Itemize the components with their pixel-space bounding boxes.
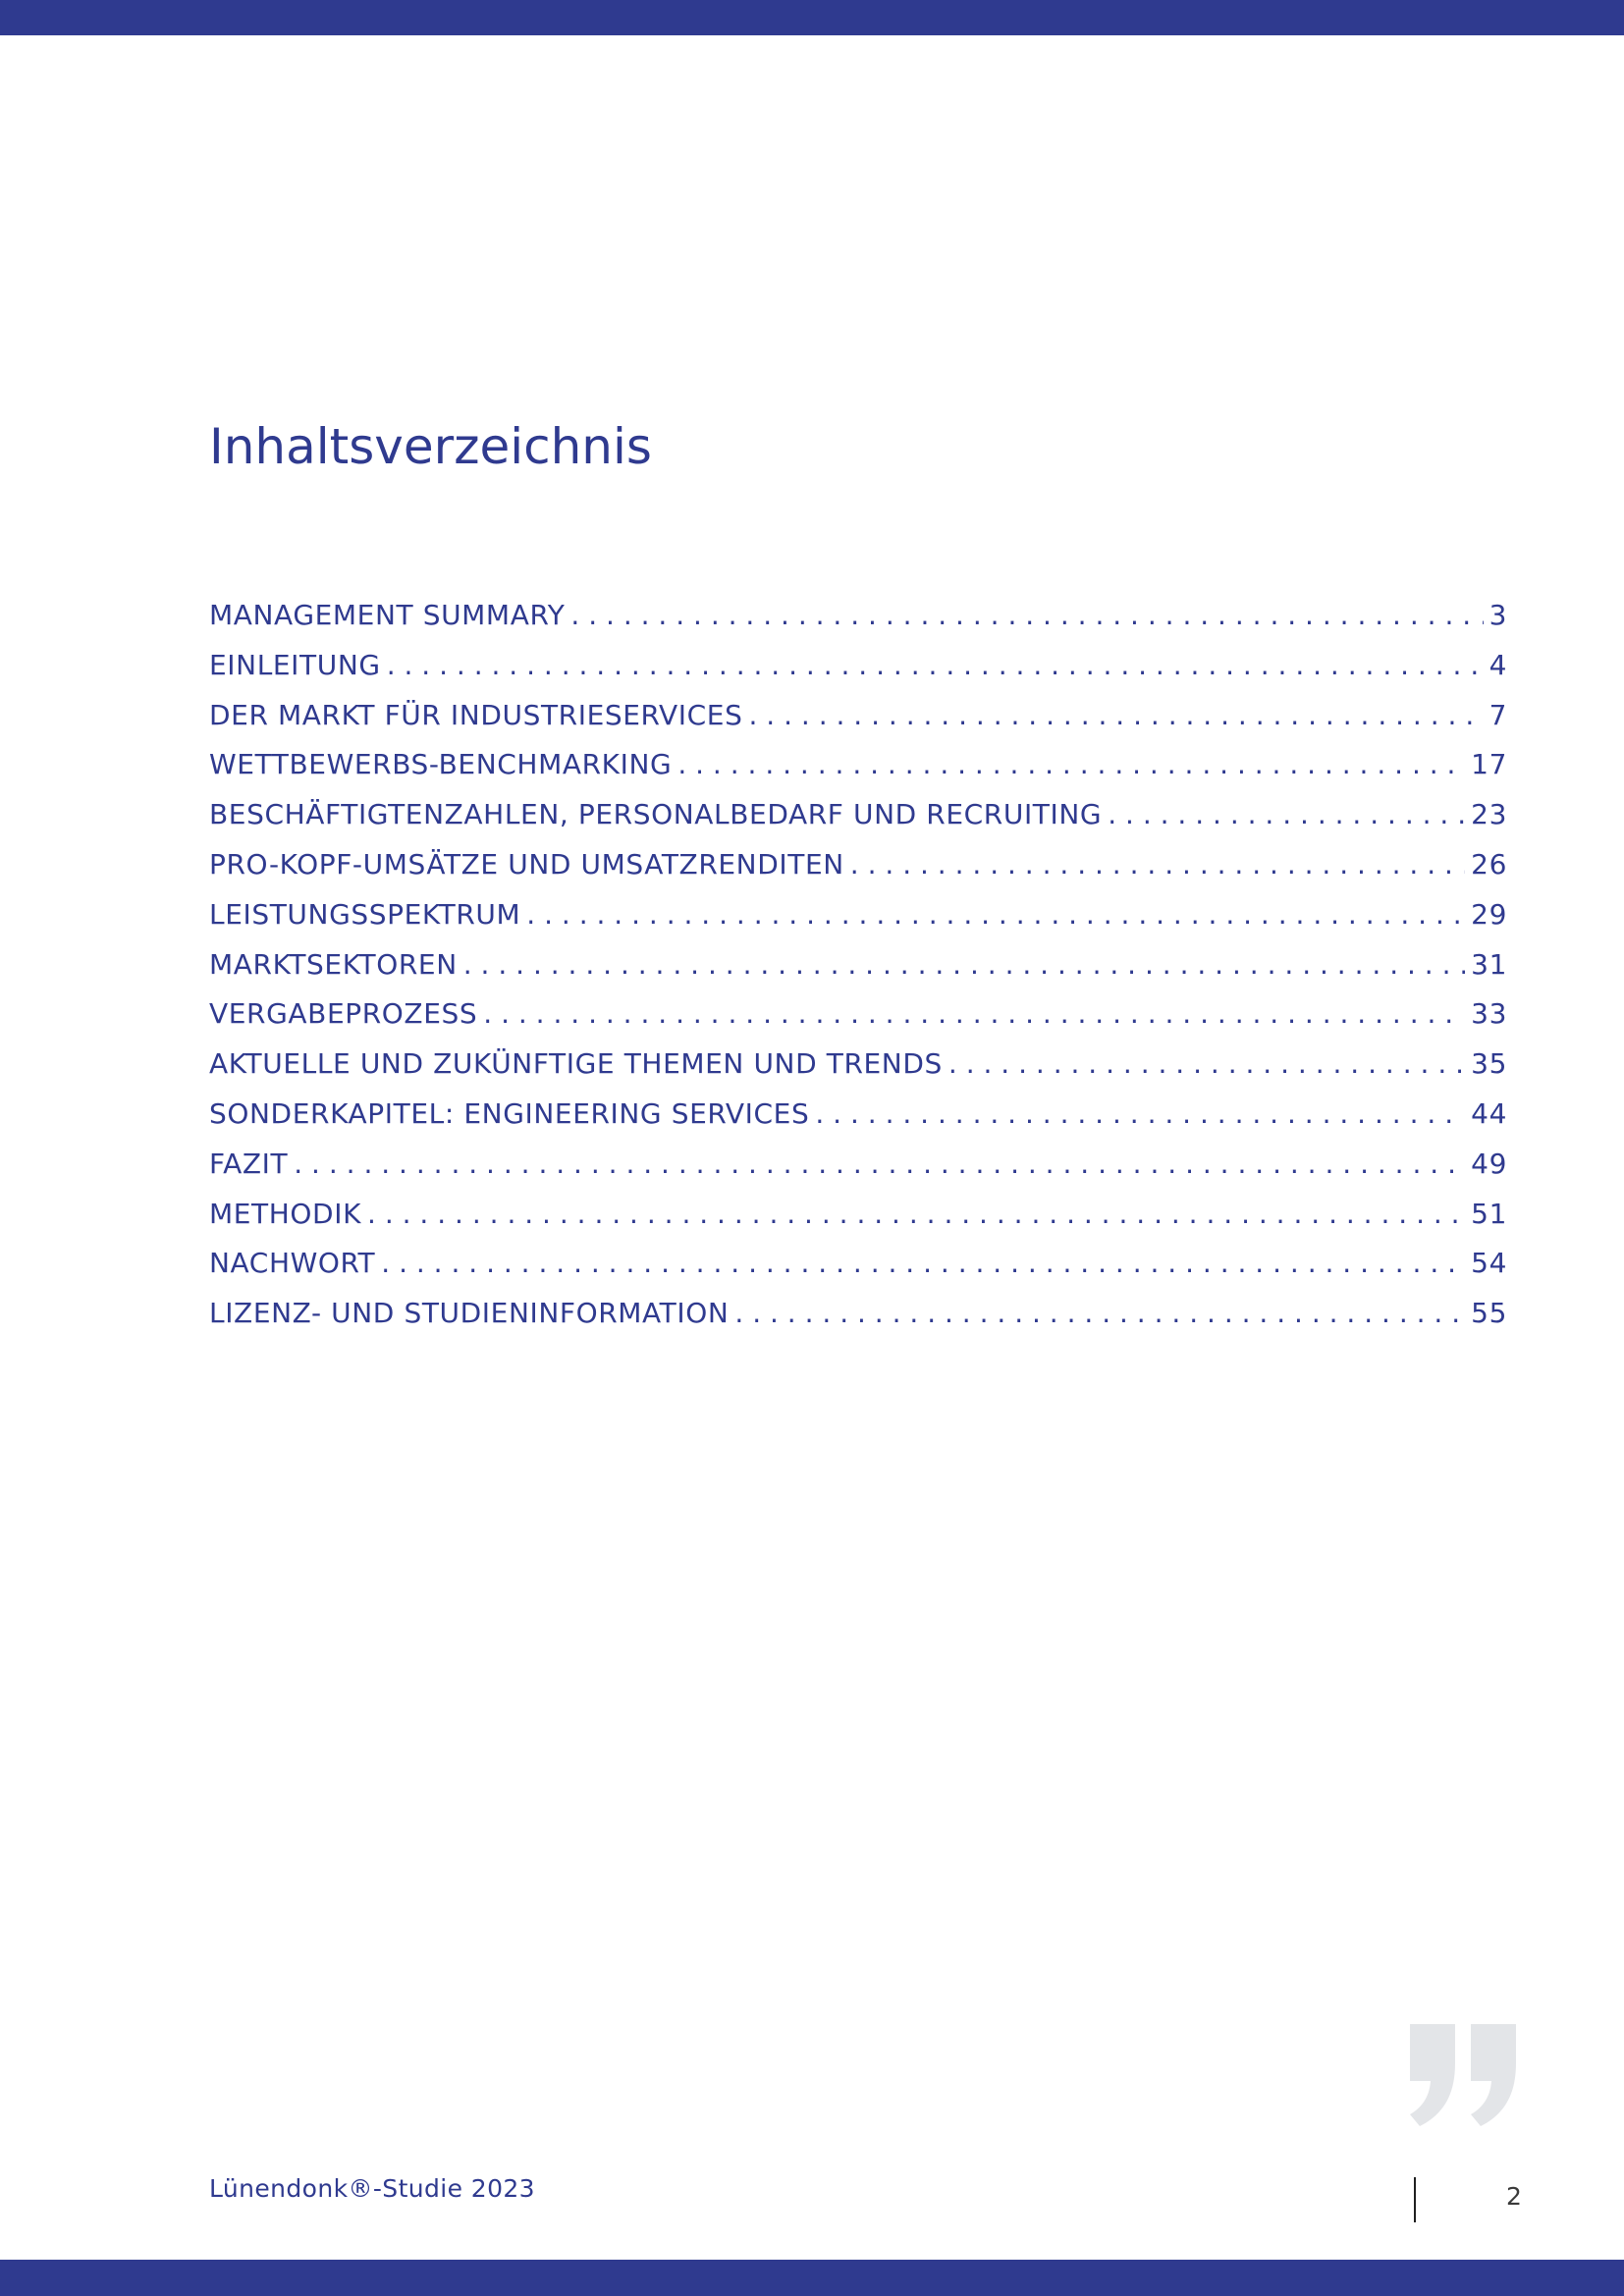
toc-entry-page: 23 (1471, 798, 1507, 831)
toc-dot-leader (526, 890, 1465, 939)
toc-entry-page: 4 (1489, 648, 1507, 681)
toc-entry-label: METHODIK (209, 1197, 362, 1230)
toc-entry[interactable] (209, 840, 1507, 890)
toc-dot-leader (677, 740, 1465, 789)
toc-entry-label: BESCHÄFTIGTENZAHLEN, PERSONALBEDARF UND RECRUITING (209, 798, 1103, 831)
toc-entry[interactable] (209, 1140, 1507, 1190)
toc-entry[interactable] (209, 989, 1507, 1040)
toc-entry[interactable] (209, 890, 1507, 940)
toc-dot-leader (734, 1289, 1465, 1338)
toc-entry-label: WETTBEWERBS-BENCHMARKING (209, 748, 673, 781)
toc-entry[interactable] (209, 1040, 1507, 1090)
toc-dot-leader (815, 1090, 1465, 1139)
toc-entry-label: MARKTSEKTOREN (209, 947, 458, 981)
toc-entry-page: 29 (1471, 897, 1507, 931)
toc-entry-label: EINLEITUNG (209, 648, 381, 681)
toc-entry[interactable] (209, 591, 1507, 641)
toc-dot-leader (570, 591, 1483, 640)
footer-divider (1414, 2177, 1416, 2222)
toc-entry[interactable] (209, 740, 1507, 790)
toc-entry-label: DER MARKT FÜR INDUSTRIESERVICES (209, 698, 743, 731)
toc-entry-label: LIZENZ- UND STUDIENINFORMATION (209, 1297, 730, 1330)
toc-entry-label: PRO-KOPF-UMSÄTZE UND UMSATZRENDITEN (209, 847, 844, 881)
toc-entry-page: 54 (1471, 1247, 1507, 1280)
toc-entry-page: 51 (1471, 1197, 1507, 1230)
toc-entry[interactable] (209, 1090, 1507, 1140)
toc-dot-leader (948, 1040, 1465, 1089)
toc-entry-label: NACHWORT (209, 1247, 376, 1280)
toc-entry[interactable] (209, 691, 1507, 741)
toc-entry-page: 44 (1471, 1096, 1507, 1130)
toc-entry[interactable] (209, 940, 1507, 990)
toc-dot-leader (748, 691, 1483, 740)
toc-dot-leader (381, 1239, 1465, 1288)
toc-dot-leader (483, 989, 1465, 1039)
toc-entry-label: LEISTUNGSSPEKTRUM (209, 897, 521, 931)
toc-entry[interactable] (209, 790, 1507, 840)
toc-entry[interactable] (209, 641, 1507, 691)
toc-entry[interactable] (209, 1239, 1507, 1289)
toc-entry-page: 55 (1471, 1297, 1507, 1330)
toc-entry-label: AKTUELLE UND ZUKÜNFTIGE THEMEN UND TRENDS (209, 1047, 943, 1081)
toc-entry-page: 17 (1471, 748, 1507, 781)
toc-entry-label: FAZIT (209, 1147, 289, 1180)
toc-dot-leader (463, 940, 1465, 989)
toc-entry[interactable] (209, 1289, 1507, 1339)
toc-entry-page: 3 (1489, 599, 1507, 631)
toc-entry-page: 31 (1471, 947, 1507, 981)
toc-entry-label: SONDERKAPITEL: ENGINEERING SERVICES (209, 1096, 810, 1130)
toc-entry[interactable] (209, 1190, 1507, 1240)
bottom-brand-band (0, 2260, 1624, 2296)
toc-dot-leader (387, 641, 1484, 690)
toc-entry-page: 26 (1471, 847, 1507, 881)
toc-entry-label: VERGABEPROZESS (209, 997, 478, 1031)
toc-entry-label: MANAGEMENT SUMMARY (209, 599, 566, 631)
toc-dot-leader (294, 1140, 1465, 1189)
toc-entry-page: 33 (1471, 997, 1507, 1031)
page-number: 2 (1506, 2182, 1522, 2211)
top-brand-band (0, 0, 1624, 35)
table-of-contents (209, 591, 1507, 1339)
toc-entry-page: 7 (1489, 698, 1507, 731)
closing-quote-icon (1410, 2024, 1524, 2126)
toc-dot-leader (850, 840, 1465, 889)
study-label: Lünendonk®-Studie 2023 (209, 2174, 535, 2203)
toc-entry-page: 35 (1471, 1047, 1507, 1081)
toc-dot-leader (1108, 790, 1465, 839)
toc-dot-leader (367, 1190, 1465, 1239)
page-title: Inhaltsverzeichnis (209, 418, 652, 475)
toc-entry-page: 49 (1471, 1147, 1507, 1180)
